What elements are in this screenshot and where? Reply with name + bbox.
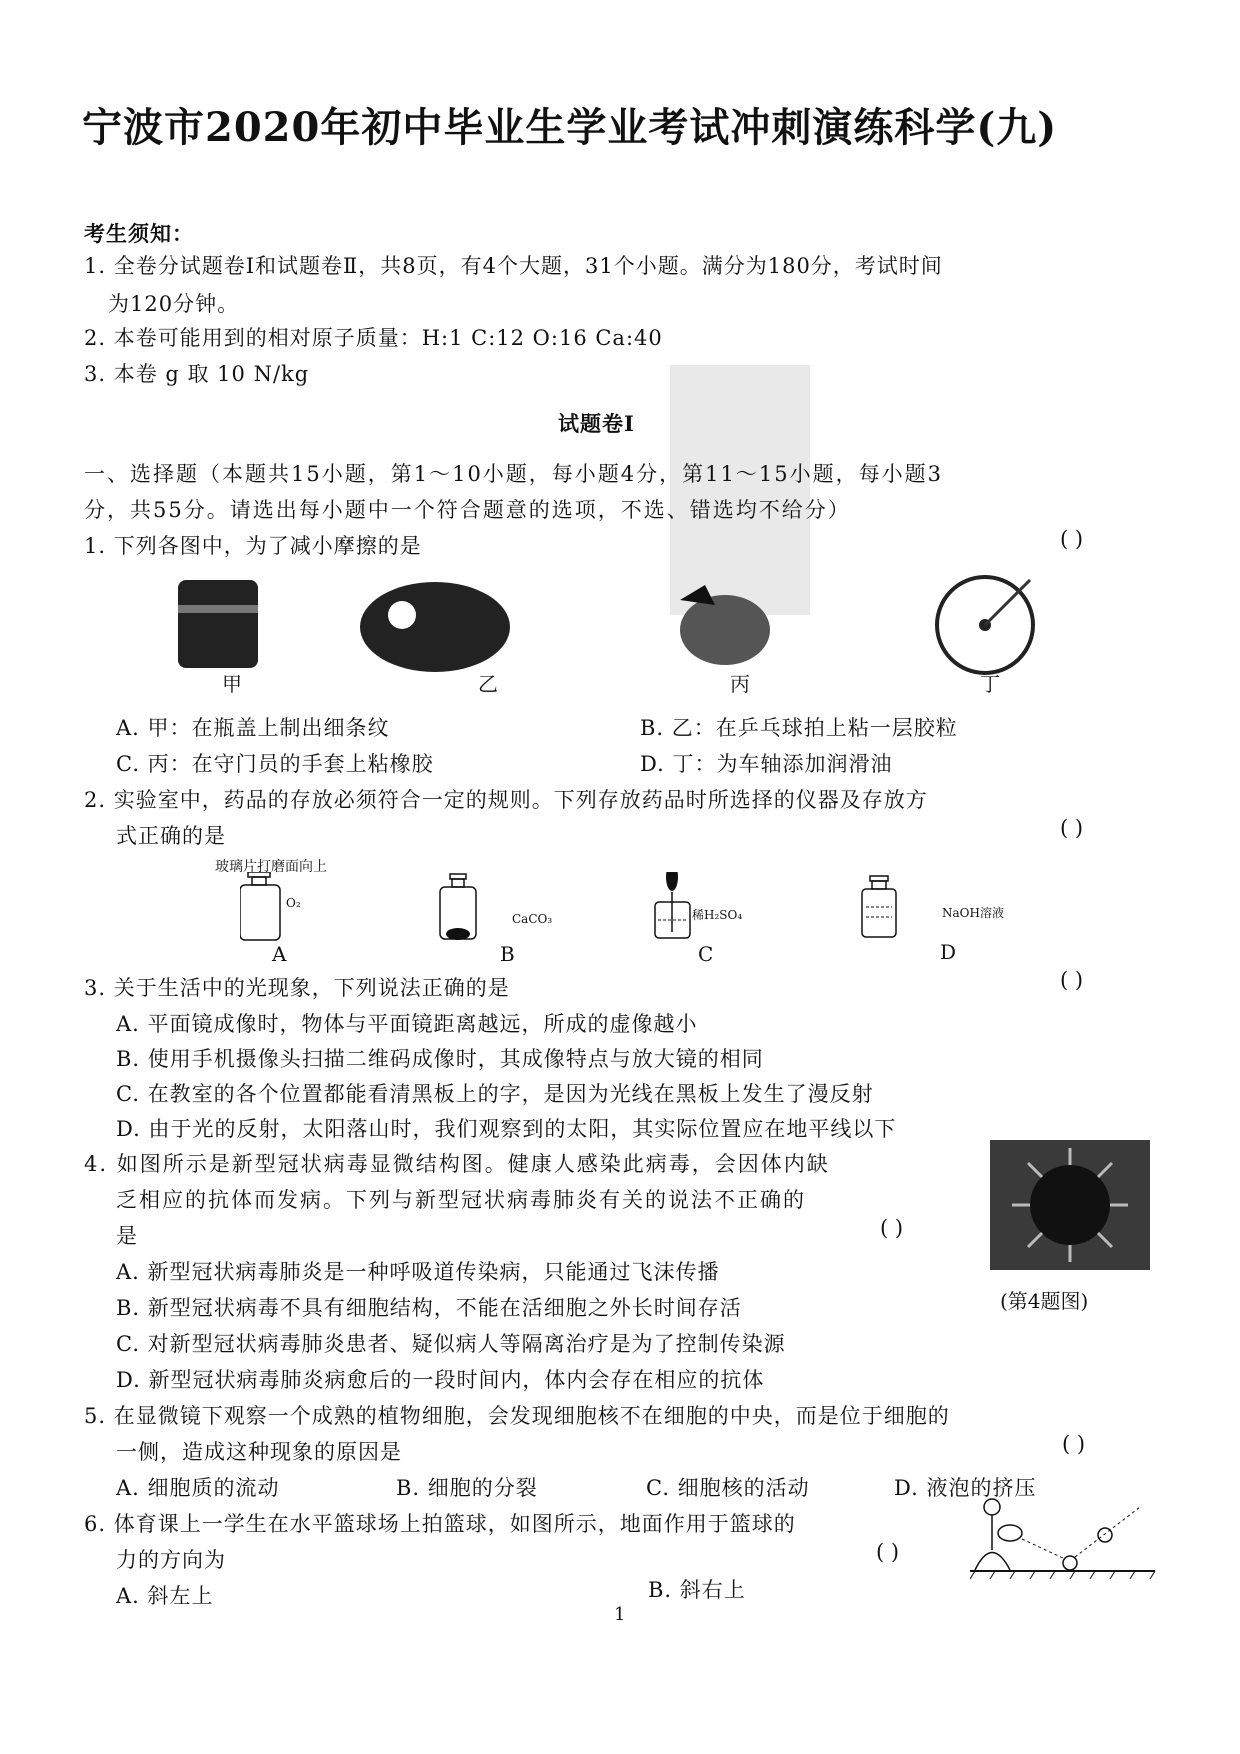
option-b: B. 斜右上 [648, 1578, 746, 1602]
option-c: C. 在教室的各个位置都能看清黑板上的字，是因为光线在黑板上发生了漫反射 [116, 1082, 874, 1106]
question-6-stem: 6. 体育课上一学生在水平篮球场上拍篮球，如图所示，地面作用于篮球的 [84, 1512, 796, 1536]
question-2-stem: 2. 实验室中，药品的存放必须符合一定的规则。下列存放药品时所选择的仪器及存放方 [84, 788, 928, 812]
question-4-stem: 4. 如图所示是新型冠状病毒显微结构图。健康人感染此病毒，会因体内缺 [84, 1152, 830, 1176]
basketball-dribble-figure [970, 1495, 1160, 1585]
notice-heading: 考生须知： [84, 221, 194, 246]
chem-label: NaOH溶液 [942, 906, 1004, 920]
section-title: 试题卷Ⅰ [558, 411, 635, 436]
option-b: B. 细胞的分裂 [396, 1476, 538, 1500]
question-2-stem: 式正确的是 [116, 824, 226, 848]
option-d: D. 新型冠状病毒肺炎病愈后的一段时间内，体内会存在相应的抗体 [116, 1368, 765, 1392]
question-6-stem: 力的方向为 [116, 1548, 226, 1572]
question-5-stem: 5. 在显微镜下观察一个成熟的植物细胞，会发现细胞核不在细胞的中央，而是位于细胞的 [84, 1404, 950, 1428]
option-a: A. 甲：在瓶盖上制出细条纹 [116, 716, 390, 740]
option-b: B. 新型冠状病毒不具有细胞结构，不能在活细胞之外长时间存活 [116, 1296, 742, 1320]
question-1-figures [170, 575, 1070, 675]
ping-pong-paddle-image [360, 582, 510, 672]
section-intro: 一、选择题（本题共15小题，第1～10小题，每小题4分，第11～15小题，每小题3 [84, 462, 943, 486]
option-a: A. 细胞质的流动 [116, 1476, 280, 1500]
notice-item: 1. 全卷分试题卷Ⅰ和试题卷Ⅱ，共8页，有4个大题，31个小题。满分为180分，考试时间 [84, 254, 943, 278]
question-4-stem: 乏相应的抗体而发病。下列与新型冠状病毒肺炎有关的说法不正确的 [116, 1188, 806, 1212]
question-5-stem: 一侧，造成这种现象的原因是 [116, 1440, 402, 1464]
question-4-stem: 是 [116, 1224, 138, 1248]
bottle-cap-image [178, 580, 258, 668]
coronavirus-image [990, 1140, 1150, 1270]
option-b: B. 乙：在乒乓球拍上粘一层胶粒 [640, 716, 958, 740]
question-2-figures [240, 872, 940, 942]
figure-label: 乙 [478, 672, 498, 696]
option-a: A. 平面镜成像时，物体与平面镜距离越远，所成的虚像越小 [116, 1012, 698, 1036]
page-number: 1 [614, 1604, 627, 1625]
notice-item: 为120分钟。 [108, 292, 240, 316]
figure-label: 丁 [980, 672, 1000, 696]
goalkeeper-glove-image [680, 585, 770, 665]
figure-label: D [940, 940, 957, 964]
page-title: 宁波市2020年初中毕业生学业考试冲刺演练科学(九) [82, 104, 1058, 151]
section-intro: 分，共55分。请选出每小题中一个符合题意的选项，不选、错选均不给分） [84, 498, 851, 522]
answer-paren: ( ) [1060, 527, 1084, 551]
figure-label: 甲 [222, 672, 242, 696]
question-3-stem: 3. 关于生活中的光现象，下列说法正确的是 [84, 976, 510, 1000]
figure-label: 丙 [730, 672, 750, 696]
notice-item: 3. 本卷 g 取 10 N/kg [84, 362, 310, 386]
figure-label: C [698, 942, 714, 966]
option-d: D. 由于光的反射，太阳落山时，我们观察到的太阳，其实际位置应在地平线以下 [116, 1117, 897, 1141]
option-c: C. 对新型冠状病毒肺炎患者、疑似病人等隔离治疗是为了控制传染源 [116, 1332, 786, 1356]
option-a: A. 新型冠状病毒肺炎是一种呼吸道传染病，只能通过飞沫传播 [116, 1260, 720, 1284]
chem-label: 稀H₂SO₄ [692, 908, 743, 922]
option-d: D. 液泡的挤压 [894, 1476, 1037, 1500]
option-c: C. 细胞核的活动 [646, 1476, 810, 1500]
notice-item: 2. 本卷可能用到的相对原子质量：H:1 C:12 O:16 Ca:40 [84, 326, 663, 350]
answer-paren: ( ) [1060, 816, 1084, 840]
answer-paren: ( ) [876, 1540, 900, 1564]
figure-label: B [500, 942, 515, 966]
bicycle-wheel-image [937, 577, 1033, 673]
answer-paren: ( ) [880, 1216, 904, 1240]
option-a: A. 斜左上 [116, 1584, 214, 1608]
chem-label: O₂ [286, 896, 301, 910]
option-d: D. 丁：为车轴添加润滑油 [640, 752, 893, 776]
figure-label: A [272, 942, 287, 966]
figure-note: 玻璃片打磨面向上 [215, 859, 327, 875]
chem-label: CaCO₃ [512, 912, 553, 926]
option-c: C. 丙：在守门员的手套上粘橡胶 [116, 752, 434, 776]
answer-paren: ( ) [1060, 968, 1084, 992]
question-1-stem: 1. 下列各图中，为了减小摩擦的是 [84, 534, 422, 558]
answer-paren: ( ) [1062, 1432, 1086, 1456]
figure-caption: (第4题图) [1000, 1289, 1089, 1313]
option-b: B. 使用手机摄像头扫描二维码成像时，其成像特点与放大镜的相同 [116, 1047, 764, 1071]
